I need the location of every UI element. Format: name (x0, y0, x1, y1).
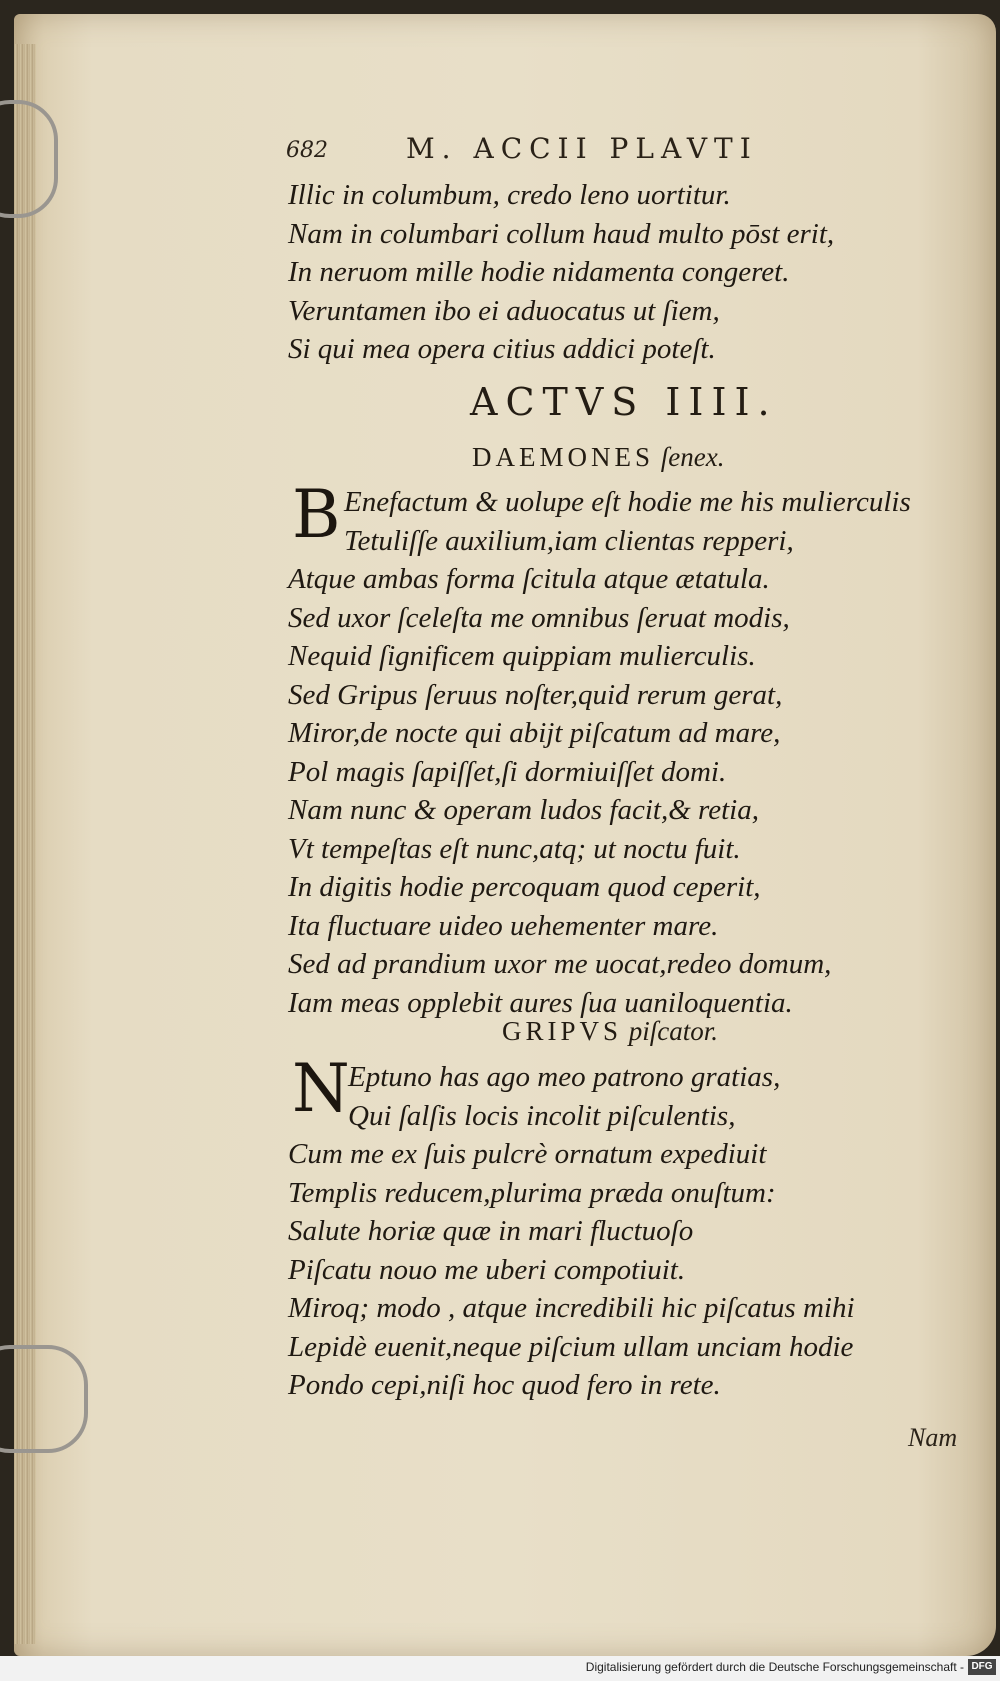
page-number: 682 (286, 138, 328, 163)
verse-line: Qui ſalſis locis incolit piſculentis, (348, 1099, 736, 1132)
speech-gripus-indented (348, 1058, 988, 1135)
speech-daemones (288, 560, 928, 1022)
verse-line: Piſcatu nouo me uberi compotiuit. (288, 1253, 686, 1286)
speaker-name: DAEMONES (472, 442, 655, 472)
digitization-footer (0, 1656, 1000, 1681)
verse-line: Nam nunc & operam ludos facit,& retia, (288, 794, 759, 826)
verse-line: Atque ambas forma ſcitula atque ætatula. (288, 563, 770, 595)
verse-line: Tetuliſſe auxilium,iam clientas repperi, (344, 524, 794, 557)
speaker-name: GRIPVS (502, 1016, 623, 1046)
verse-line: Pol magis ſapiſſet,ſi dormiuiſſet domi. (288, 755, 727, 788)
verse-line: Pondo cepi,niſi hoc quod fero in rete. (288, 1369, 721, 1401)
verse-line: Veruntamen ibo ei aduocatus ut ſiem, (288, 294, 720, 327)
drop-capital-b: B (292, 476, 341, 553)
verse-line: Si qui mea opera citius addici poteſt. (288, 333, 716, 365)
binder-clip-bottom (0, 1345, 88, 1453)
verse-line: Salute horiæ quæ in mari fluctuoſo (288, 1215, 694, 1247)
drop-capital-n: N (292, 1050, 350, 1127)
verse-line: Illic in columbum, credo leno uortitur. (288, 179, 731, 211)
verse-line: Eptuno has ago meo patrono gratias, (348, 1061, 781, 1093)
verse-line: Sed uxor ſceleſta me omnibus ſeruat modis, (288, 601, 790, 634)
page-header (286, 130, 866, 170)
catchword: Nam (908, 1423, 958, 1452)
verse-line: Ita fluctuare uideo uehementer mare. (288, 909, 719, 942)
verse-line: Nam in columbari collum haud multo pōst erit, (288, 217, 835, 250)
verse-line: In neruom mille hodie nidamenta congeret. (288, 256, 790, 288)
verse-line: Miror,de nocte qui abijt piſcatum ad mare, (288, 717, 781, 749)
speaker-daemones (472, 442, 724, 473)
speech-gripus (288, 1135, 928, 1405)
verse-block-1 (288, 176, 928, 369)
speaker-gripus (502, 1016, 718, 1047)
funding-credit: Digitalisierung gefördert durch die Deutsche Forschungsgemeinschaft - (585, 1660, 964, 1674)
running-title: M. ACCII PLAVTI (406, 132, 758, 165)
act-heading: ACTVS IIII. (470, 380, 778, 424)
speaker-role: ſenex. (660, 442, 725, 472)
verse-line: Sed ad prandium uxor me uocat,redeo domum, (288, 948, 832, 980)
verse-line: Iam meas opplebit aures ſua uaniloquentia. (288, 986, 793, 1019)
verse-line: Lepidè euenit,neque piſcium ullam unciam hodie (288, 1330, 854, 1363)
verse-line: Miroq; modo , atque incredibili hic piſcatus mihi (288, 1292, 855, 1324)
binder-clip-top (0, 100, 58, 218)
verse-line: Vt tempeſtas eſt nunc,atq; ut noctu fuit. (288, 832, 741, 865)
speaker-role: piſcator. (628, 1016, 719, 1046)
speech-daemones-indented (344, 483, 984, 560)
verse-line: Templis reducem,plurima præda onuſtum: (288, 1176, 776, 1209)
verse-line: Nequid ſignificem quippiam mulierculis. (288, 640, 756, 672)
verse-line: Enefactum & uolupe eſt hodie me his mulierculis (344, 486, 911, 518)
verse-line: Cum me ex ſuis pulcrè ornatum expediuit (288, 1138, 767, 1170)
dfg-logo-icon: DFG (968, 1659, 996, 1675)
verse-line: In digitis hodie percoquam quod ceperit, (288, 871, 761, 903)
verse-line: Sed Gripus ſeruus noſter,quid rerum gerat, (288, 678, 783, 711)
